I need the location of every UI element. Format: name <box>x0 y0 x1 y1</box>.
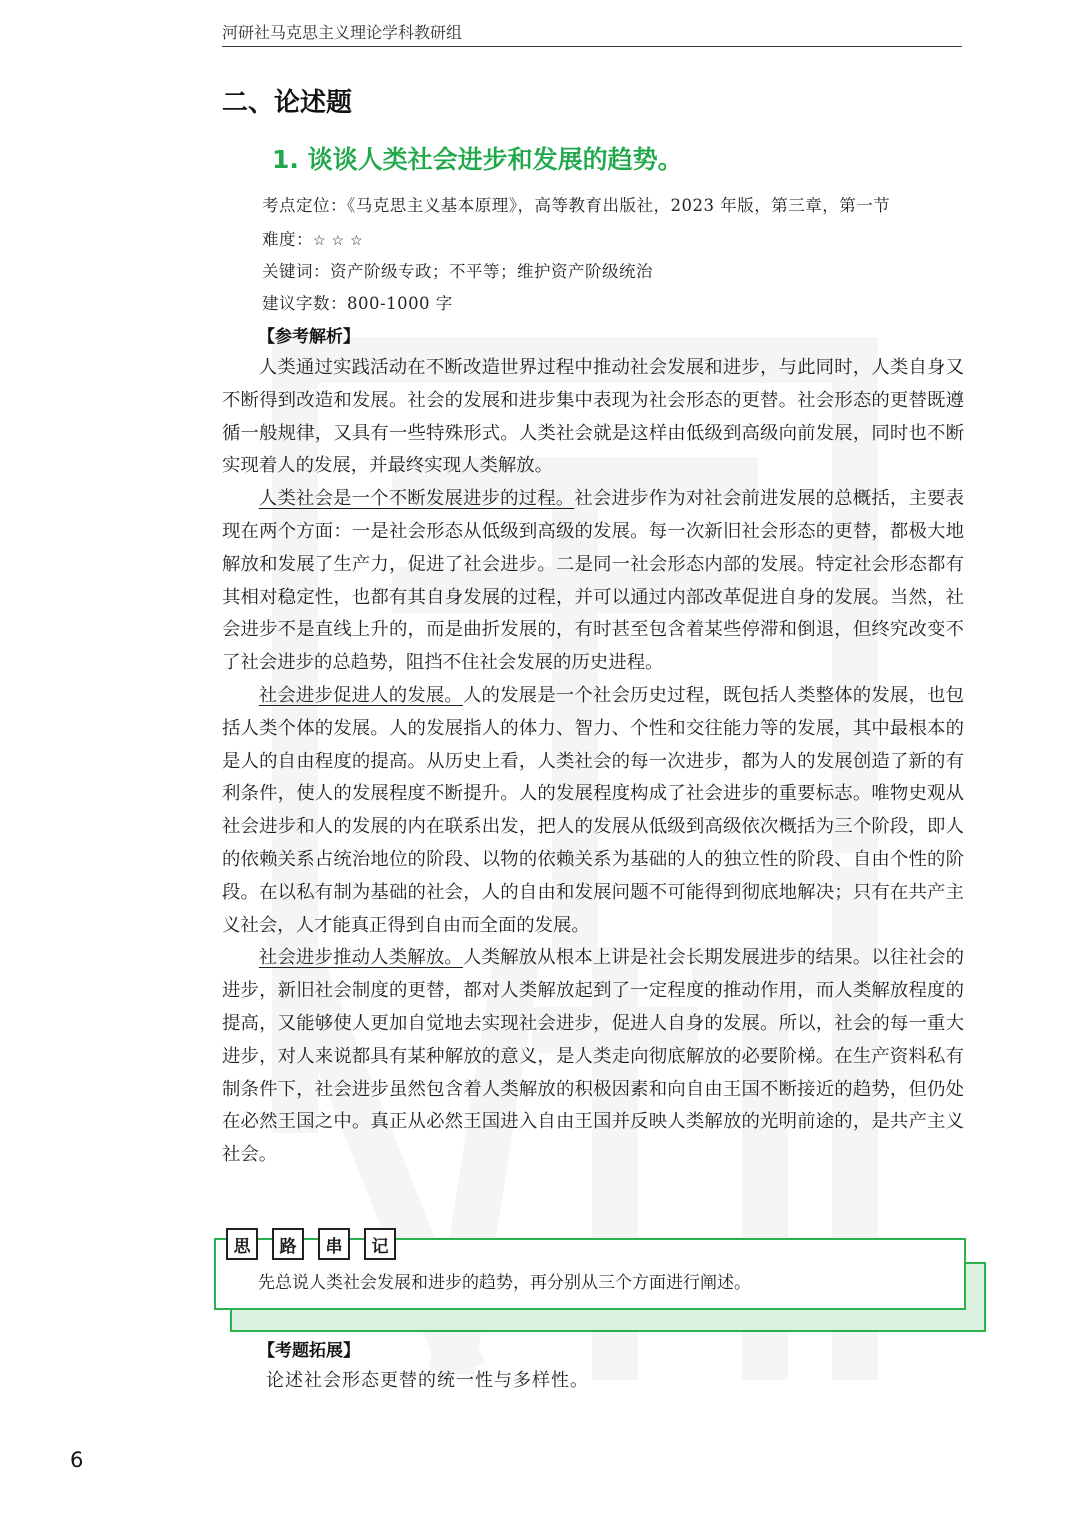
analysis-body <box>222 352 964 1172</box>
word-count: 建议字数：800-1000 字 <box>262 294 453 313</box>
paragraph-human-development <box>222 680 964 942</box>
difficulty-label: 难度： <box>262 230 313 249</box>
tip-label-char: 路 <box>272 1228 304 1260</box>
question-title: 1. 谈谈人类社会进步和发展的趋势。 <box>272 145 683 174</box>
paragraph-intro: 人类通过实践活动在不断改造世界过程中推动社会发展和进步，与此同时，人类自身又不断得到改造和发展。社会的发展和进步集中表现为社会形态的更替。社会形态的更替既遵循一般规律，又具有一些特殊形式。人类社会就是这样由低级到高级向前发展，同时也不断实现着人的发展，并最终实现人类解放。 <box>222 357 964 477</box>
extension-heading: 【考题拓展】 <box>258 1341 360 1361</box>
tip-label-char: 串 <box>318 1228 350 1260</box>
tip-label-char: 思 <box>226 1228 258 1260</box>
difficulty-stars: ☆☆☆ <box>313 233 369 249</box>
tip-label-char: 记 <box>364 1228 396 1260</box>
difficulty <box>262 226 369 250</box>
keywords: 关键词：资产阶级专政；不平等；维护资产阶级统治 <box>262 262 653 281</box>
analysis-heading: 【参考解析】 <box>258 327 360 347</box>
running-header: 河研社马克思主义理论学科教研组 <box>222 20 962 47</box>
exam-point: 考点定位：《马克思主义基本原理》，高等教育出版社，2023 年版，第三章，第一节 <box>262 196 891 215</box>
paragraph-progress <box>222 483 964 680</box>
paragraph-text: 人类解放从根本上讲是社会长期发展进步的结果。以往社会的进步，新旧社会制度的更替，都对人类解放起到了一定程度的推动作用，而人类解放程度的提高，又能够使人更加自觉地去实现社会进步，促进人自身的发展。所以，社会的每一重大进步，对人来说都具有某种解放的意义，是人类走向彻底解放的必要阶梯。在生产资料私有制条件下，社会进步虽然包含着人类解放的积极因素和向自由王国不断接近的趋势，但仍处在必然王国之中。真正从必然王国进入自由王国并反映人类解放的光明前途的，是共产主义社会。 <box>222 947 964 1166</box>
key-point-underlined: 社会进步促进人的发展。 <box>258 684 463 706</box>
paragraph-text: 社会进步作为对社会前进发展的总概括，主要表现在两个方面：一是社会形态从低级到高级的发展。每一次新旧社会形态的更替，都极大地解放和发展了生产力，促进了社会进步。二是同一社会形态内部的发展。特定社会形态都有其相对稳定性，也都有其自身发展的过程，并可以通过内部改革促进自身的发展。当然，社会进步不是直线上升的，而是曲折发展的，有时甚至包含着某些停滞和倒退，但终究改变不了社会进步的总趋势，阻挡不住社会发展的历史进程。 <box>222 488 964 674</box>
page-number: 6 <box>70 1448 84 1472</box>
tip-text: 先总说人类社会发展和进步的趋势，再分别从三个方面进行阐述。 <box>258 1273 751 1293</box>
extension-text: 论述社会形态更替的统一性与多样性。 <box>266 1370 589 1391</box>
section-title: 二、论述题 <box>222 88 353 118</box>
key-point-underlined: 社会进步推动人类解放。 <box>258 947 463 969</box>
paragraph-liberation <box>222 942 964 1172</box>
paragraph-text: 人的发展是一个社会历史过程，既包括人类整体的发展，也包括人类个体的发展。人的发展指人的体力、智力、个性和交往能力等的发展，其中最根本的是人的自由程度的提高。从历史上看，人类社会的每一次进步，都为人的发展创造了新的有利条件，使人的发展程度不断提升。人的发展程度构成了社会进步的重要标志。唯物史观从社会进步和人的发展的内在联系出发，把人的发展从低级到高级依次概括为三个阶段，即人的依赖关系占统治地位的阶段、以物的依赖关系为基础的人的独立性的阶段、自由个性的阶段。在以私有制为基础的社会，人的自由和发展问题不可能得到彻底地解决；只有在共产主义社会，人才能真正得到自由而全面的发展。 <box>222 684 964 936</box>
key-point-underlined: 人类社会是一个不断发展进步的过程。 <box>258 488 575 510</box>
tip-labels <box>226 1228 396 1260</box>
